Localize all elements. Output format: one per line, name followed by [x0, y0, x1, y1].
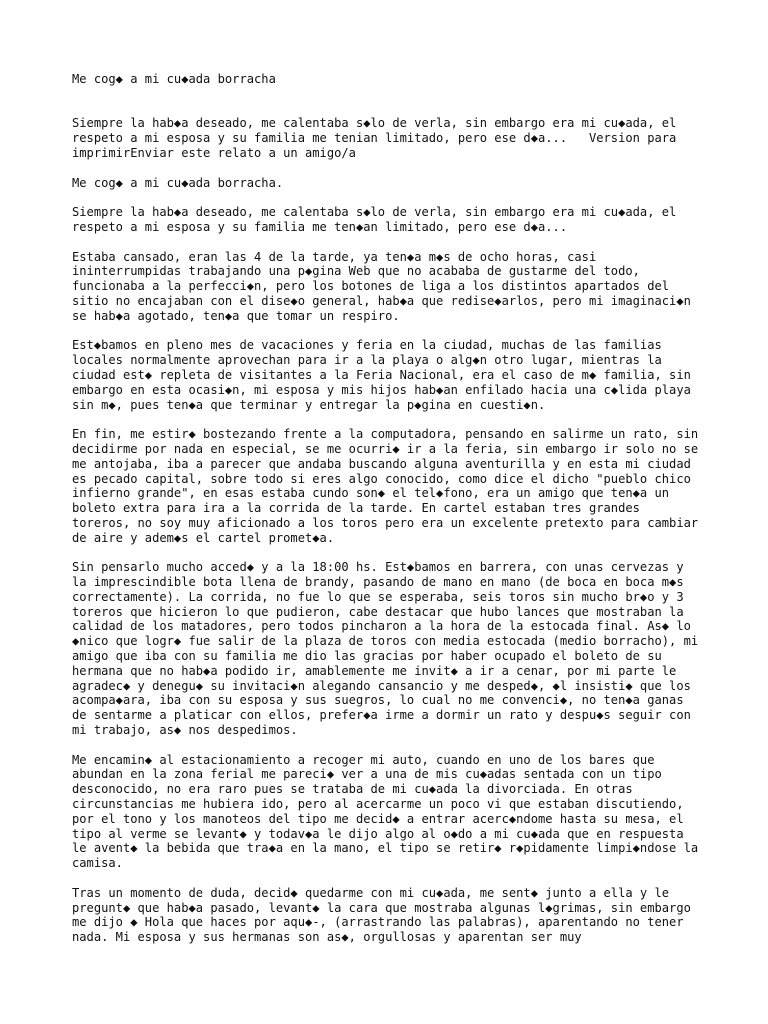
- paragraph: Siempre la hab◆a deseado, me calentaba s◆lo de verla, sin embargo era mi cu◆ada, el respeto a mi esposa y su familia me tenian limitado, pero ese d◆a... Version para imprimirEnviar este relato a un amigo/a: [72, 116, 684, 160]
- paragraph: Estaba cansado, eran las 4 de la tarde, ya ten◆a m◆s de ocho horas, casi ininterrumpidas trabajando una p◆gina Web que no acababa de gustarme del todo, funcionaba a la perfecci◆n, pero los botones de liga a los distintos apartados del sitio no encajaban con el dise◆o general, hab◆a que redise◆arlos, pero mi imaginaci◆n se hab◆a agotado, ten◆a que tomar un respiro.: [72, 249, 699, 323]
- story-heading: Me cog◆ a mi cu◆ada borracha.: [72, 175, 284, 190]
- paragraph: Siempre la hab◆a deseado, me calentaba s◆lo de verla, sin embargo era mi cu◆ada, el respeto a mi esposa y su familia me ten◆an limitado, pero ese d◆a...: [72, 205, 684, 234]
- document-body: [72, 72, 706, 960]
- paragraph: Tras un momento de duda, decid◆ quedarme con mi cu◆ada, me sent◆ junto a ella y le pregunt◆ que hab◆a pasado, levant◆ la cara que mostraba algunas l◆grimas, sin embargo me dijo ◆ Hola que haces por aqu◆-, (arrastrando las palabras), aparentando no tener nada. Mi esposa y sus hermanas son as◆, orgullosas y aparentan ser muy: [72, 885, 699, 945]
- paragraph: Sin pensarlo mucho acced◆ y a la 18:00 hs. Est◆bamos en barrera, con unas cervezas y la imprescindible bota llena de brandy, pasando de mano en mano (de boca en boca m◆s correctamente). La corrida, no fue lo que se esperaba, seis toros sin mucho br◆o y 3 toreros que hicieron lo que pudieron, cabe destacar que hubo lances que mostraban la calidad de los matadores, pero todos pincharon a la hora de la estocada final. As◆ lo ◆nico que logr◆ fue salir de la plaza de toros con media estocada (medio borracho), mi amigo que iba con su familia me dio las gracias por haber ocupado el boleto de su hermana que no hab◆a podido ir, amablemente me invit◆ a ir a cenar, por mi parte le agradec◆ y denegu◆ su invitaci◆n alegando cansancio y me desped◆, ◆l insisti◆ que los acompa◆ara, iba con su esposa y sus suegros, lo cual no me convenci◆, no ten◆a ganas de sentarme a platicar con ellos, prefer◆a irme a dormir un rato y despu◆s seguir con mi trabajo, as◆ nos despedimos.: [72, 560, 706, 738]
- document-title: Me cog◆ a mi cu◆ada borracha: [72, 72, 276, 86]
- paragraph: En fin, me estir◆ bostezando frente a la computadora, pensando en salirme un rato, sin decidirme por nada en especial, se me ocurri◆ ir a la feria, sin embargo ir solo no se me antojaba, iba a parecer que andaba buscando alguna aventurilla y en esta mi ciudad es pecado capital, sobre todo si eres algo conocido, como dice el dicho "pueblo chico infierno grande", en esas estaba cundo son◆ el tel◆fono, era un amigo que ten◆a un boleto extra para ira a la corrida de la tarde. En cartel estaban tres grandes toreros, no soy muy aficionado a los toros pero era un excelente pretexto para cambiar de aire y adem◆s el cartel promet◆a.: [72, 427, 706, 545]
- paragraph: Me encamin◆ al estacionamiento a recoger mi auto, cuando en uno de los bares que abundan en la zona ferial me pareci◆ ver a una de mis cu◆adas sentada con un tipo desconocido, no era raro pues se trataba de mi cu◆ada la divorciada. En otras circunstancias me hubiera ido, pero al acercarme un poco vi que estaban discutiendo, por el tono y los manoteos del tipo me decid◆ a entrar acerc◆ndome hasta su mesa, el tipo al verme se levant◆ y todav◆a le dijo algo al o◆do a mi cu◆ada que en respuesta le avent◆ la bebida que tra◆a en la mano, el tipo se retir◆ r◆pidamente limpi◆ndose la camisa.: [72, 752, 706, 871]
- paragraph: Est◆bamos en pleno mes de vacaciones y feria en la ciudad, muchas de las familias locales normalmente aprovechan para ir a la playa o alg◆n otro lugar, mientras la ciudad est◆ repleta de visitantes a la Feria Nacional, era el caso de m◆ familia, sin embargo en esta ocasi◆n, mi esposa y mis hijos hab◆an enfilado hacia una c◆lida playa sin m◆, pues ten◆a que terminar y entregar la p◆gina en cuesti◆n.: [72, 338, 699, 412]
